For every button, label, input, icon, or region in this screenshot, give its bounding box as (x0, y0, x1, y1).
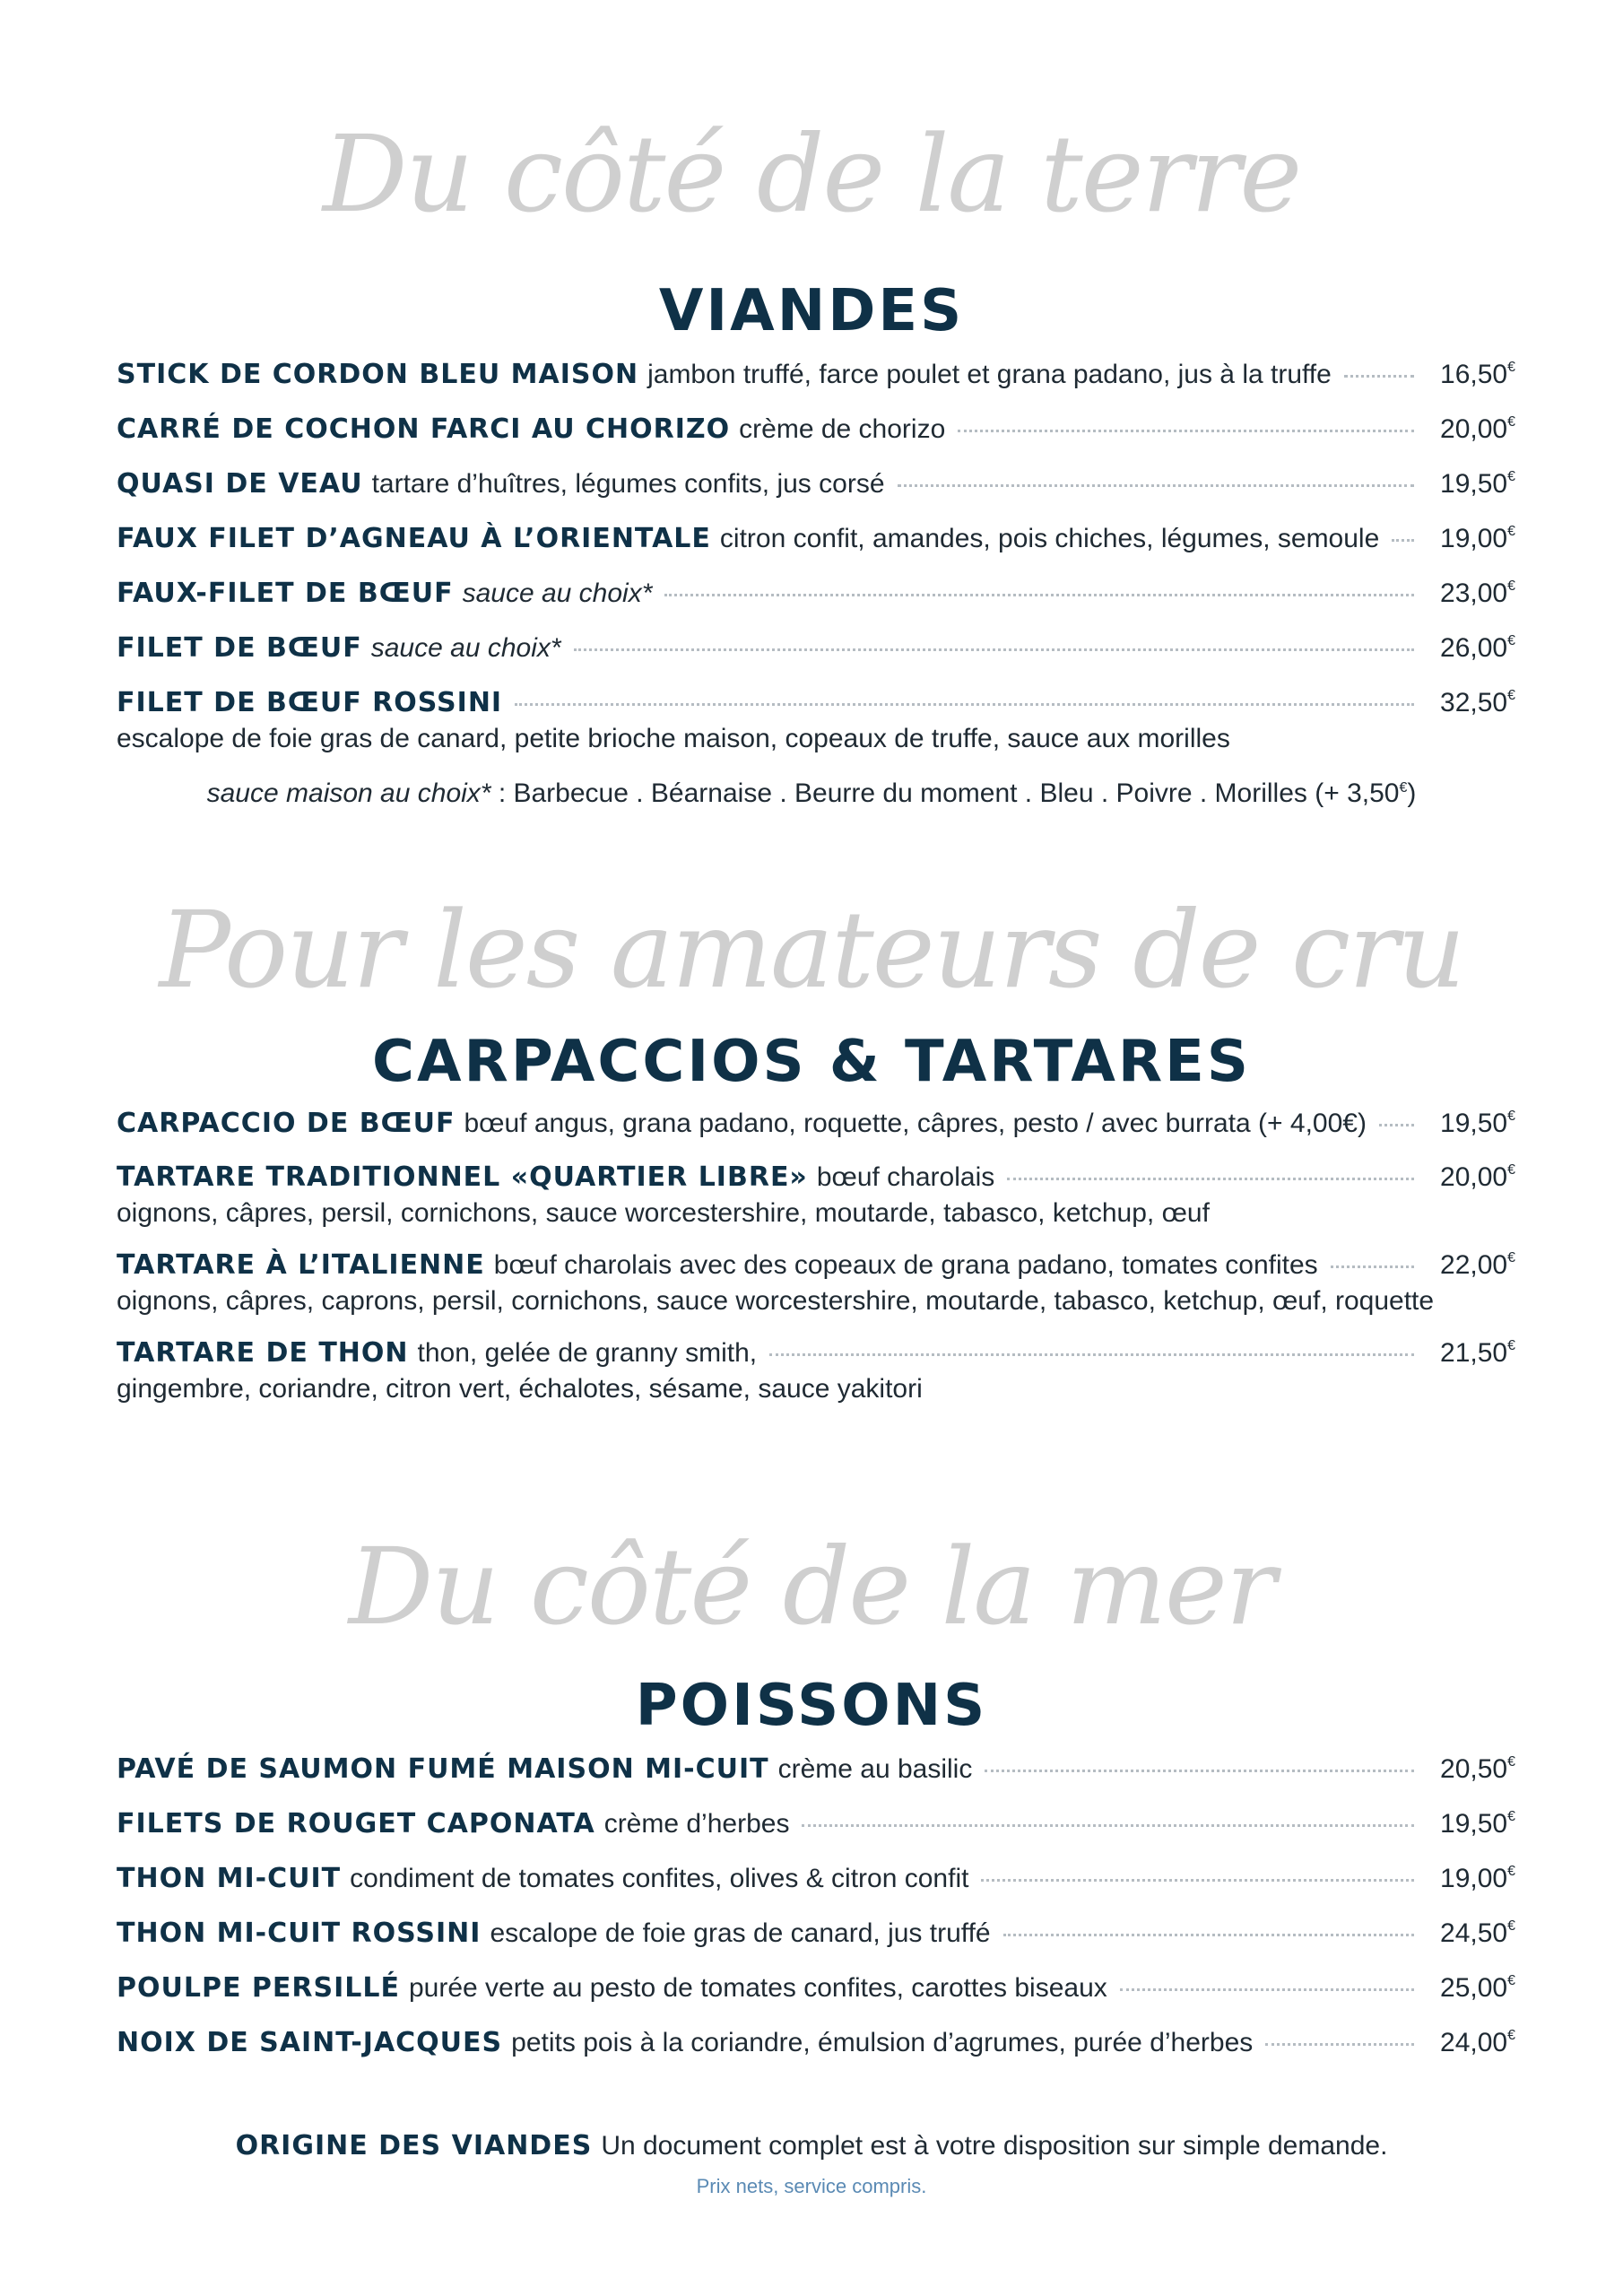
item-price: 32,50€ (1440, 688, 1515, 718)
item-desc: bœuf angus, grana padano, roquette, câpres, pesto / avec burrata (+ 4,00€) (464, 1109, 1367, 1138)
item-desc: jambon truffé, farce poulet et grana padano, jus à la truffe (647, 360, 1332, 389)
menu-item (117, 1753, 1515, 1785)
section-script-terre: Du côté de la terre (322, 112, 1301, 236)
item-price: 24,50€ (1440, 1918, 1515, 1948)
item-desc: bœuf charolais avec des copeaux de grana padano, tomates confites (493, 1250, 1318, 1280)
item-name: CARRÉ DE COCHON FARCI AU CHORIZO (117, 413, 731, 445)
menu-item (117, 359, 1515, 390)
section-script-cru: Pour les amateurs de cru (159, 888, 1464, 1012)
menu-item (117, 1108, 1515, 1139)
item-name: STICK DE CORDON BLEU MAISON (117, 359, 639, 390)
item-price: 22,00€ (1440, 1250, 1515, 1280)
item-price: 26,00€ (1440, 633, 1515, 663)
item-price: 25,00€ (1440, 1973, 1515, 2003)
footer-origin (0, 2130, 1623, 2161)
sauce-label: sauce maison au choix* (206, 778, 491, 808)
menu-item (117, 578, 1515, 609)
footer-label: ORIGINE DES VIANDES (235, 2130, 593, 2161)
menu-item (117, 1918, 1515, 1949)
item-detail: escalope de foie gras de canard, petite brioche maison, copeaux de truffe, sauce aux morilles (117, 724, 1230, 753)
menu-item (117, 1161, 1515, 1229)
item-desc: petits pois à la coriandre, émulsion d’agrumes, purée d’herbes (511, 2028, 1254, 2057)
dot-leader (769, 1353, 1414, 1356)
item-detail: oignons, câpres, caprons, persil, cornichons, sauce worcestershire, moutarde, tabasco, ketchup, œuf, roquette (117, 1286, 1435, 1316)
item-price: 19,50€ (1440, 1109, 1515, 1138)
item-name: FILET DE BŒUF ROSSINI (117, 687, 503, 718)
dot-leader (985, 1770, 1414, 1772)
menu-item (117, 468, 1515, 500)
item-desc: condiment de tomates confites, olives & citron confit (350, 1864, 969, 1893)
item-name: FILET DE BŒUF (117, 632, 362, 664)
dot-leader (802, 1824, 1414, 1827)
item-desc: tartare d’huîtres, légumes confits, jus corsé (371, 469, 885, 499)
menu-item (117, 1249, 1515, 1317)
item-name: THON MI-CUIT ROSSINI (117, 1918, 482, 1949)
dot-leader (1344, 375, 1414, 378)
item-name: FAUX-FILET DE BŒUF (117, 578, 454, 609)
item-name: TARTARE À L’ITALIENNE (117, 1249, 485, 1281)
menu-item (117, 632, 1515, 664)
item-desc: bœuf charolais (816, 1162, 995, 1192)
menu-item (117, 413, 1515, 445)
item-price: 19,00€ (1440, 524, 1515, 553)
dot-leader (1120, 1988, 1414, 1991)
dot-leader (1379, 1124, 1414, 1126)
item-desc: purée verte au pesto de tomates confites, carottes biseaux (408, 1973, 1107, 2003)
item-price: 23,00€ (1440, 578, 1515, 608)
item-name: QUASI DE VEAU (117, 468, 363, 500)
menu-item (117, 1337, 1515, 1405)
menu-item (117, 523, 1515, 554)
item-name: PAVÉ DE SAUMON FUMÉ MAISON MI-CUIT (117, 1753, 769, 1785)
dot-leader (574, 648, 1414, 651)
dot-leader (515, 703, 1414, 706)
footer-text: Un document complet est à votre disposition sur simple demande. (601, 2131, 1388, 2161)
item-desc: escalope de foie gras de canard, jus truffé (490, 1918, 991, 1948)
menu-item (117, 1808, 1515, 1839)
item-price: 20,00€ (1440, 414, 1515, 444)
sauce-list: : Barbecue . Béarnaise . Beurre du moment . Bleu . Poivre . Morilles (+ 3,50 (490, 778, 1400, 808)
item-name: TARTARE DE THON (117, 1337, 409, 1369)
sauce-note: sauce maison au choix* : Barbecue . Béarnaise . Beurre du moment . Bleu . Poivre . Morilles (+ 3,50€) (206, 778, 1417, 808)
item-price: 16,50€ (1440, 360, 1515, 389)
dot-leader (1265, 2043, 1414, 2046)
section-title-viandes: VIANDES (658, 278, 965, 344)
dot-leader (1003, 1934, 1414, 1936)
item-desc: citron confit, amandes, pois chiches, légumes, semoule (719, 524, 1380, 553)
dot-leader (958, 430, 1414, 432)
dot-leader (981, 1879, 1414, 1882)
section-title-carpaccios: CARPACCIOS & TARTARES (372, 1029, 1251, 1095)
footer-note: Prix nets, service compris. (696, 2175, 927, 2197)
menu-item (117, 1863, 1515, 1894)
item-price: 20,00€ (1440, 1162, 1515, 1192)
item-detail: oignons, câpres, persil, cornichons, sauce worcestershire, moutarde, tabasco, ketchup, œuf (117, 1198, 1210, 1228)
item-name: NOIX DE SAINT-JACQUES (117, 2027, 503, 2058)
dot-leader (664, 594, 1414, 596)
item-desc: sauce au choix* (462, 578, 653, 608)
item-name: TARTARE TRADITIONNEL «QUARTIER LIBRE» (117, 1161, 808, 1193)
item-price: 24,00€ (1440, 2028, 1515, 2057)
section-script-mer: Du côté de la mer (348, 1525, 1275, 1648)
item-desc: crème d’herbes (603, 1809, 790, 1839)
item-desc: thon, gelée de granny smith, (417, 1338, 758, 1368)
item-name: THON MI-CUIT (117, 1863, 342, 1894)
menu-item (117, 1972, 1515, 2004)
menu-item (117, 2027, 1515, 2058)
item-price: 19,50€ (1440, 1809, 1515, 1839)
item-price: 21,50€ (1440, 1338, 1515, 1368)
item-name: FAUX FILET D’AGNEAU À L’ORIENTALE (117, 523, 711, 554)
item-name: CARPACCIO DE BŒUF (117, 1108, 456, 1139)
item-price: 20,50€ (1440, 1754, 1515, 1784)
dot-leader (1331, 1265, 1414, 1268)
section-title-poissons: POISSONS (635, 1673, 988, 1739)
item-desc: crème de chorizo (739, 414, 946, 444)
dot-leader (898, 484, 1415, 487)
item-desc: sauce au choix* (370, 633, 561, 663)
menu-item (117, 687, 1515, 754)
dot-leader (1007, 1178, 1414, 1180)
item-name: FILETS DE ROUGET CAPONATA (117, 1808, 595, 1839)
item-price: 19,00€ (1440, 1864, 1515, 1893)
item-name: POULPE PERSILLÉ (117, 1972, 400, 2004)
item-desc: crème au basilic (777, 1754, 973, 1784)
item-price: 19,50€ (1440, 469, 1515, 499)
dot-leader (1392, 539, 1414, 542)
item-detail: gingembre, coriandre, citron vert, échalotes, sésame, sauce yakitori (117, 1374, 923, 1404)
